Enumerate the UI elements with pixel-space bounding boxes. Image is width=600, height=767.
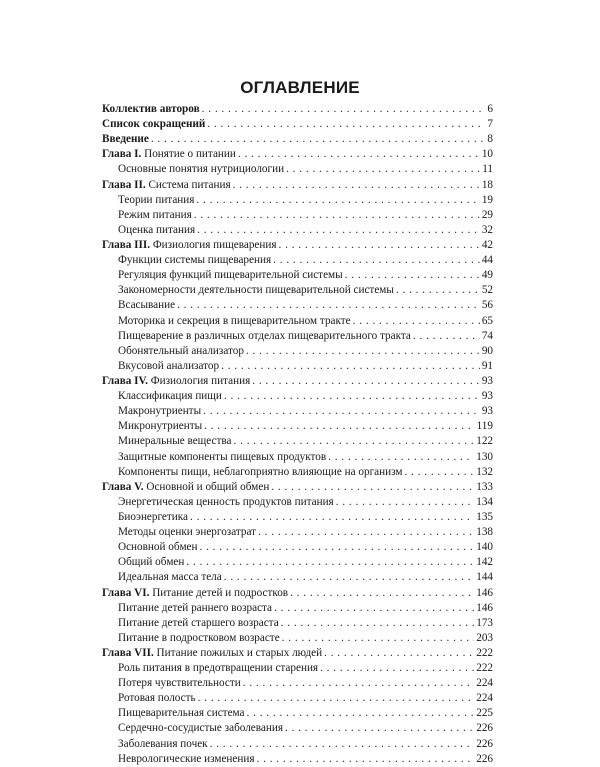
toc-page-number: 132 (476, 465, 493, 478)
dot-leader (282, 631, 475, 646)
dot-leader (279, 238, 480, 253)
toc-entry-label (102, 586, 288, 601)
toc-page-number: 19 (481, 193, 493, 206)
toc-page-number: 93 (481, 405, 493, 418)
toc-page-number: 122 (476, 435, 493, 448)
toc-entry-text: Пищеварение в различных отделах пищеварительного тракта (118, 329, 411, 342)
toc-entry-label (102, 178, 231, 193)
toc-subentry[interactable] (102, 752, 493, 767)
toc-entry-label (102, 374, 250, 389)
toc-entry-text: Физиология пищеварения (150, 238, 277, 251)
toc-subentry[interactable] (102, 465, 493, 480)
toc-entry-label (118, 465, 402, 480)
toc-subentry[interactable] (102, 223, 493, 238)
toc-page-number: 134 (476, 495, 493, 508)
toc-entry-text: Питание в подростковом возрасте (118, 631, 280, 644)
toc-entry-label (118, 555, 184, 570)
toc-page-number: 44 (481, 254, 493, 267)
toc-subentry[interactable] (102, 359, 493, 374)
toc-entry-prefix: Глава I. (102, 148, 142, 161)
toc-page-number: 65 (481, 314, 493, 327)
dot-leader (238, 147, 480, 162)
toc-page-number: 56 (481, 299, 493, 312)
dot-leader (286, 162, 480, 177)
toc-entry-label (118, 193, 194, 208)
dot-leader (328, 450, 474, 465)
dot-leader (246, 344, 480, 359)
toc-entry-prefix: Список сокращений (102, 118, 206, 131)
dot-leader (273, 253, 480, 268)
toc-entry-label (118, 389, 222, 404)
toc-entry-prefix: Глава VI. (102, 586, 150, 599)
toc-entry-text: Всасывание (118, 299, 176, 312)
toc-entry-text: Общий обмен (118, 556, 185, 569)
toc-subentry[interactable] (102, 616, 493, 631)
toc-entry-text: Макронутриенты (118, 405, 202, 418)
toc-entry-text: Защитные компоненты пищевых продуктов (118, 450, 327, 463)
toc-subentry[interactable] (102, 540, 493, 555)
dot-leader (199, 540, 474, 555)
toc-entry-text: Обонятельный анализатор (118, 344, 244, 357)
toc-entry-text: Неврологические изменения (118, 752, 255, 765)
toc-entry-text: Энергетическая ценность продуктов питания (118, 495, 334, 508)
dot-leader (194, 208, 480, 223)
toc-page-number: 225 (476, 707, 493, 720)
toc-page-number: 18 (481, 178, 493, 191)
toc-entry-text: Питание детей раннего возраста (118, 601, 273, 614)
toc-chapter-entry[interactable] (102, 238, 493, 253)
dot-leader (353, 314, 480, 329)
page-title: ОГЛАВЛЕНИЕ (240, 78, 360, 97)
toc-entry-text: Методы оценки энергозатрат (118, 526, 257, 539)
toc-entry-label (118, 525, 256, 540)
dot-leader (324, 646, 474, 661)
toc-subentry[interactable] (102, 525, 493, 540)
toc-page-number: 10 (481, 148, 493, 161)
toc-page-number: 74 (481, 329, 493, 342)
toc-entry-prefix: Глава VII. (102, 646, 154, 659)
toc-subentry[interactable] (102, 329, 493, 344)
toc-subentry[interactable] (102, 283, 493, 298)
dot-leader (281, 616, 475, 631)
toc-page-number: 52 (481, 284, 493, 297)
toc-entry-label (118, 706, 245, 721)
toc-entry-label (118, 616, 279, 631)
toc-page-number: 224 (476, 692, 493, 705)
toc-entry-label (118, 661, 318, 676)
toc-chapter-entry[interactable] (102, 480, 493, 495)
dot-leader (257, 752, 475, 767)
dot-leader (196, 193, 479, 208)
dot-leader (207, 117, 485, 132)
dot-leader (224, 389, 480, 404)
toc-subentry[interactable] (102, 268, 493, 283)
toc-page-number: 226 (476, 737, 493, 750)
toc-chapter-entry[interactable] (102, 132, 493, 147)
dot-leader (221, 359, 480, 374)
toc-entry-label (118, 752, 255, 767)
toc-entry-label (118, 208, 192, 223)
toc-entry-text: Функции системы пищеварения (118, 254, 272, 267)
dot-leader (404, 465, 474, 480)
dot-leader (345, 268, 480, 283)
toc-chapter-entry[interactable] (102, 102, 493, 117)
dot-leader (258, 525, 474, 540)
toc-entry-prefix: Глава II. (102, 178, 146, 191)
toc-page-number: 93 (481, 374, 493, 387)
toc-entry-text: Заболевания почек (118, 737, 208, 750)
toc-entry-text: Основной обмен (118, 541, 198, 554)
toc-page-number: 173 (476, 616, 493, 629)
toc-entry-label (118, 359, 219, 374)
toc-entry-text: Микронутриенты (118, 420, 203, 433)
toc-entry-label (102, 646, 322, 661)
toc-subentry[interactable] (102, 691, 493, 706)
dot-leader (252, 374, 480, 389)
toc-entry-label (118, 570, 222, 585)
toc-subentry[interactable] (102, 450, 493, 465)
toc-page-number: 119 (476, 420, 493, 433)
toc-subentry[interactable] (102, 344, 493, 359)
toc-page-number: 8 (487, 133, 493, 146)
toc-subentry[interactable] (102, 631, 493, 646)
toc-entry-prefix: Глава V. (102, 480, 144, 493)
toc-entry-label (102, 117, 205, 132)
toc-entry-text: Система питания (145, 178, 231, 191)
toc-entry-label (118, 314, 351, 329)
toc-chapter-entry[interactable] (102, 147, 493, 162)
toc-page-number: 93 (481, 390, 493, 403)
toc-entry-label (118, 737, 208, 752)
toc-page-number: 226 (476, 722, 493, 735)
toc-page-number: 138 (476, 526, 493, 539)
toc-entry-text: Регуляция функций пищеварительной системы (118, 269, 343, 282)
toc-entry-label (102, 480, 269, 495)
toc-subentry[interactable] (102, 253, 493, 268)
toc-entry-label (118, 404, 201, 419)
toc-entry-text: Классификация пищи (118, 390, 222, 403)
toc-entry-text: Оценка питания (118, 223, 196, 236)
toc-entry-text: Понятие о питании (141, 148, 236, 161)
toc-entry-text: Основной и общий обмен (143, 480, 270, 493)
dot-leader (224, 570, 474, 585)
toc-entry-label (118, 329, 411, 344)
toc-page-number: 140 (476, 541, 493, 554)
toc-subentry[interactable] (102, 389, 493, 404)
toc-subentry[interactable] (102, 208, 493, 223)
table-of-contents (102, 102, 493, 767)
dot-leader (202, 102, 486, 117)
toc-entry-label (118, 631, 280, 646)
dot-leader (177, 298, 480, 313)
toc-entry-label (118, 223, 195, 238)
toc-page-number: 224 (476, 677, 493, 690)
toc-page-number: 226 (476, 752, 493, 765)
toc-subentry[interactable] (102, 676, 493, 691)
toc-subentry[interactable] (102, 570, 493, 585)
toc-entry-label (118, 419, 202, 434)
toc-page-number: 42 (481, 238, 493, 251)
toc-page-number: 142 (476, 556, 493, 569)
dot-leader (396, 283, 480, 298)
toc-page-number: 222 (476, 646, 493, 659)
dot-leader (320, 661, 474, 676)
toc-entry-label (118, 434, 232, 449)
toc-entry-text: Физиология питания (147, 374, 251, 387)
toc-entry-label (118, 162, 284, 177)
toc-entry-prefix: Глава IV. (102, 374, 148, 387)
toc-subentry[interactable] (102, 721, 493, 736)
toc-chapter-entry[interactable] (102, 646, 493, 661)
toc-page-number: 91 (481, 359, 493, 372)
toc-entry-label (118, 495, 334, 510)
toc-entry-label (118, 450, 326, 465)
toc-page-number: 6 (487, 103, 493, 115)
toc-entry-text: Биоэнергетика (118, 510, 189, 523)
toc-page-number: 146 (476, 601, 493, 614)
toc-entry-label (118, 268, 343, 283)
toc-entry-text: Потеря чувствительности (118, 677, 241, 690)
toc-entry-text: Роль питания в предотвращении старения (118, 662, 319, 675)
toc-entry-label (118, 510, 188, 525)
dot-leader (243, 676, 475, 691)
toc-entry-text: Питание пожилых и старых людей (153, 646, 323, 659)
toc-page-number: 146 (476, 586, 493, 599)
dot-leader (247, 706, 475, 721)
dot-leader (336, 495, 475, 510)
toc-subentry[interactable] (102, 510, 493, 525)
toc-page-number: 135 (476, 510, 493, 523)
toc-entry-text: Ротовая полость (118, 692, 196, 705)
toc-subentry[interactable] (102, 193, 493, 208)
toc-page-number: 130 (476, 450, 493, 463)
toc-entry-text: Моторика и секреция в пищеварительном тракте (118, 314, 351, 327)
toc-subentry[interactable] (102, 162, 493, 177)
toc-subentry[interactable] (102, 434, 493, 449)
dot-leader (203, 404, 480, 419)
toc-subentry[interactable] (102, 737, 493, 752)
toc-subentry[interactable] (102, 298, 493, 313)
toc-page-number: 203 (476, 631, 493, 644)
toc-entry-text: Питание детей и подростков (149, 586, 289, 599)
toc-entry-text: Вкусовой анализатор (118, 359, 220, 372)
toc-entry-label (118, 721, 283, 736)
toc-subentry[interactable] (102, 404, 493, 419)
toc-entry-text: Сердечно-сосудистые заболевания (118, 722, 283, 735)
toc-entry-text: Пищеварительная система (118, 707, 245, 720)
toc-subentry[interactable] (102, 495, 493, 510)
toc-entry-prefix: Глава III. (102, 238, 151, 251)
dot-leader (290, 586, 474, 601)
toc-subentry[interactable] (102, 419, 493, 434)
toc-entry-text: Питание детей старшего возраста (118, 616, 279, 629)
toc-entry-label (118, 676, 241, 691)
toc-page-number: 29 (481, 208, 493, 221)
toc-entry-text: Теории питания (118, 193, 195, 206)
toc-subentry[interactable] (102, 601, 493, 616)
toc-subentry[interactable] (102, 706, 493, 721)
toc-entry-label (102, 147, 236, 162)
toc-entry-text: Основные понятия нутрициологии (118, 163, 285, 176)
toc-page-number: 49 (481, 269, 493, 282)
dot-leader (413, 329, 480, 344)
toc-entry-label (118, 601, 272, 616)
toc-entry-prefix: Введение (102, 133, 149, 146)
toc-entry-label (118, 344, 244, 359)
toc-page-number: 11 (482, 163, 493, 176)
toc-entry-label (118, 253, 271, 268)
toc-entry-label (118, 691, 196, 706)
toc-page-number: 144 (476, 571, 493, 584)
dot-leader (233, 178, 480, 193)
toc-subentry[interactable] (102, 661, 493, 676)
toc-entry-prefix: Коллектив авторов (102, 103, 200, 115)
dot-leader (234, 434, 475, 449)
toc-entry-label (102, 132, 149, 147)
toc-chapter-entry[interactable] (102, 586, 493, 601)
dot-leader (197, 223, 480, 238)
toc-entry-text: Режим питания (118, 208, 192, 221)
dot-leader (190, 510, 474, 525)
toc-page-number: 7 (487, 118, 493, 131)
toc-page-number: 32 (481, 223, 493, 236)
toc-entry-label (102, 238, 277, 253)
toc-entry-text: Закономерности деятельности пищеварительной системы (118, 284, 394, 297)
dot-leader (210, 737, 475, 752)
toc-subentry[interactable] (102, 555, 493, 570)
dot-leader (204, 419, 475, 434)
toc-chapter-entry[interactable] (102, 178, 493, 193)
dot-leader (198, 691, 475, 706)
toc-page-number: 133 (476, 480, 493, 493)
toc-subentry[interactable] (102, 314, 493, 329)
toc-entry-text: Компоненты пищи, неблагоприятно влияющие на организм (118, 465, 403, 478)
dot-leader (285, 721, 474, 736)
toc-chapter-entry[interactable] (102, 117, 493, 132)
toc-entry-label (118, 283, 394, 298)
toc-entry-label (118, 540, 197, 555)
toc-entry-label (118, 298, 175, 313)
dot-leader (274, 601, 474, 616)
toc-entry-text: Минеральные вещества (118, 435, 232, 448)
toc-page-number: 222 (476, 662, 493, 675)
toc-entry-text: Идеальная масса тела (118, 571, 222, 584)
dot-leader (186, 555, 474, 570)
toc-entry-label (102, 102, 200, 117)
toc-chapter-entry[interactable] (102, 374, 493, 389)
dot-leader (151, 132, 486, 147)
toc-page-number: 90 (481, 344, 493, 357)
dot-leader (271, 480, 474, 495)
